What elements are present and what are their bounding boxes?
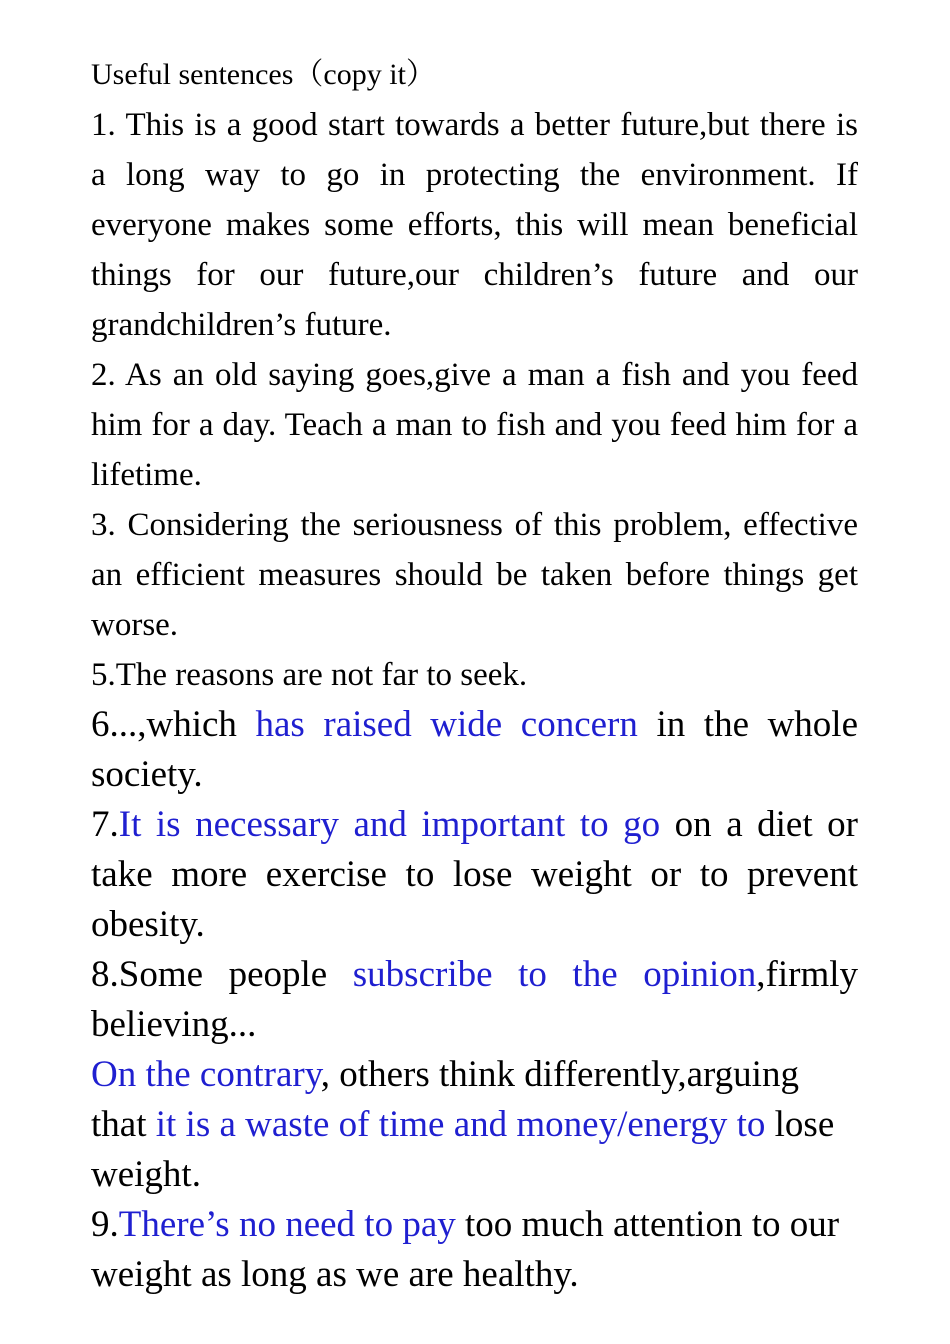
text-segment: 6...,which bbox=[91, 704, 256, 745]
text-segment: 9. bbox=[91, 1204, 119, 1245]
sentence-contrary bbox=[91, 1050, 858, 1200]
text-segment: 2. As an old saying goes,give a man a fish and you feed him for a day. Teach a man to fish and you feed him for a lifetime. bbox=[91, 357, 858, 493]
highlight-phrase: On the contrary bbox=[91, 1054, 321, 1095]
sentence-8 bbox=[91, 950, 858, 1050]
highlight-phrase: has raised wide concern bbox=[255, 704, 638, 745]
text-segment: 1. This is a good start towards a better future,but there is a long way to go in protecting the environment. If everyone makes some efforts, this will mean beneficial things for our future,our children’s future and our grandchildren’s future. bbox=[91, 107, 858, 343]
text-segment: too much attention to our weight as long as we are healthy. bbox=[91, 1204, 840, 1295]
page-heading: Useful sentences（copy it） bbox=[91, 58, 436, 91]
sentence-5 bbox=[91, 650, 858, 700]
sentence-7 bbox=[91, 800, 858, 950]
text-segment: ,firmly believing... bbox=[91, 954, 858, 1045]
highlight-phrase: subscribe to the opinion bbox=[352, 954, 757, 995]
highlight-phrase: it is a waste of time and money/energy to bbox=[155, 1104, 766, 1145]
highlight-phrase: It is necessary and important to go bbox=[118, 804, 661, 845]
text-segment: 7. bbox=[91, 804, 119, 845]
sentence-6 bbox=[91, 700, 858, 800]
sentence-2 bbox=[91, 350, 858, 500]
text-segment: 3. Considering the seriousness of this problem, effective an efficient measures should be taken before things get worse. bbox=[91, 507, 858, 643]
text-segment: 5.The reasons are not far to seek. bbox=[91, 657, 528, 693]
text-segment: lose weight. bbox=[91, 1104, 835, 1195]
text-segment: 8.Some people bbox=[91, 954, 353, 995]
sentence-1 bbox=[91, 100, 858, 350]
text-segment: in the whole society. bbox=[91, 704, 858, 795]
text-segment: on a diet or take more exercise to lose weight or to prevent obesity. bbox=[91, 804, 858, 945]
text-segment: , others think differently,arguing that bbox=[91, 1054, 799, 1145]
highlight-phrase: There’s no need to pay bbox=[118, 1204, 456, 1245]
document-page bbox=[91, 50, 858, 1300]
sentence-9 bbox=[91, 1200, 858, 1300]
sentence-3 bbox=[91, 500, 858, 650]
